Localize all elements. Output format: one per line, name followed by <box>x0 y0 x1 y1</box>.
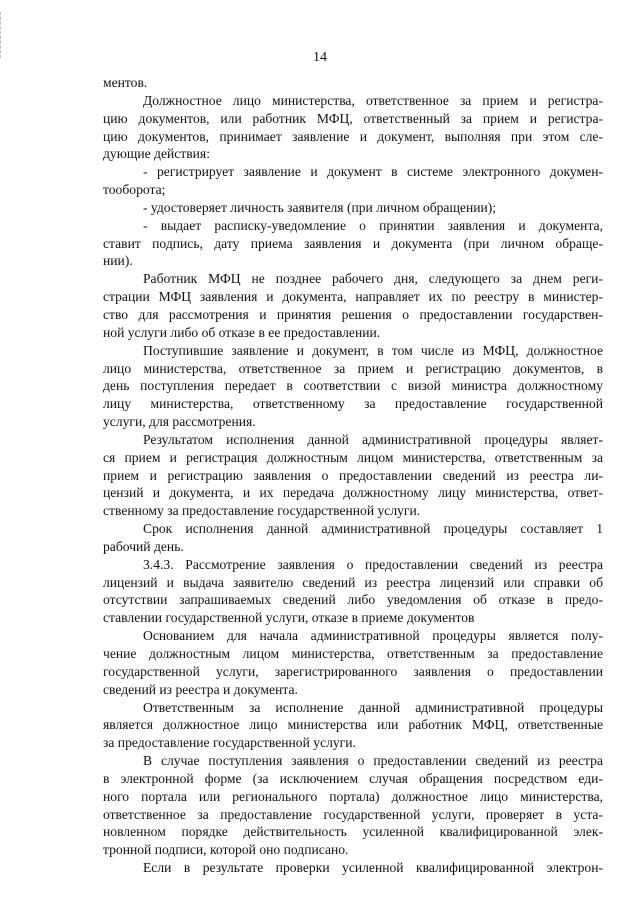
text-line: В случае поступления заявления о предоставлении сведений из реестра <box>143 753 603 769</box>
text-line: ментов. <box>103 75 148 90</box>
text-line: нии). <box>103 253 133 269</box>
text-line: ответственное за предоставление государственной услуги, проверяет в уста- <box>103 806 603 822</box>
text-line: за предоставление государственной услуги. <box>103 735 356 751</box>
text-line: лицу министерства, ответственному за предоставление государственной <box>103 396 603 412</box>
text-line: сведений из реестра и документа. <box>103 681 298 697</box>
text-line: день поступления передает в соответствии с визой министра должностному <box>103 378 603 394</box>
text-line: цию документов, принимает заявление и документ, выполняя при этом сле- <box>103 128 603 144</box>
text-line: 3.4.3. Рассмотрение заявления о предоставлении сведений из реестра <box>143 556 603 572</box>
text-line: лицо министерства, ответственное за прием и регистрацию документов, в <box>103 360 603 376</box>
text-line: тооборота; <box>103 182 166 198</box>
text-line: Срок исполнения данной административной процедуры составляет 1 <box>143 521 603 537</box>
text-line: государственной услуги, зарегистрированного заявления о предоставлении <box>103 663 603 679</box>
text-line: в электронной форме (за исключением случая обращения посредством еди- <box>103 770 603 786</box>
text-line: ставлении государственной услуги, отказе в приеме документов <box>103 610 475 626</box>
text-line: прием и регистрацию заявления о предоставлении сведений из реестра ли- <box>103 467 603 483</box>
text-line: Должностное лицо министерства, ответственное за прием и регистра- <box>143 92 603 108</box>
text-line: Если в результате проверки усиленной квалифицированной электрон- <box>143 860 603 876</box>
text-line: Основанием для начала административной процедуры является полу- <box>143 628 603 644</box>
text-line: является должностное лицо министерства или работник МФЦ, ответственные <box>103 717 603 733</box>
text-line: - удостоверяет личность заявителя (при личном обращении); <box>143 199 497 215</box>
text-line: Результатом исполнения данной административной процедуры являет- <box>143 431 603 447</box>
text-line: Ответственным за исполнение данной административной процедуры <box>143 699 603 715</box>
page-number: 14 <box>313 50 327 65</box>
text-line: лицензий и выдача заявителю сведений из реестра лицензий или справки об <box>103 574 603 590</box>
text-line: Работник МФЦ не позднее рабочего дня, следующего за днем реги- <box>143 271 603 287</box>
text-line: - выдает расписку-уведомление о принятии заявления и документа, <box>143 217 603 233</box>
text-line: цензий и документа, и их передача должностному лицу министерства, ответ- <box>103 485 603 501</box>
text-line: ставит подпись, дату приема заявления и документа (при личном обраще- <box>103 235 603 251</box>
text-line: ственному за предоставление государственной услуги. <box>103 503 421 519</box>
text-line: цию документов, или работник МФЦ, ответственный за прием и регистра- <box>103 110 603 126</box>
body-text <box>103 74 603 877</box>
text-line: услуги, для рассмотрения. <box>103 414 256 430</box>
text-line: Поступившие заявление и документ, в том числе из МФЦ, должностное <box>143 342 603 358</box>
text-line: новленном порядке действительность усиленной квалифицированной элек- <box>103 824 603 840</box>
text-line: ного портала или регионального портала) должностное лицо министерства, <box>103 788 603 804</box>
text-line: ся прием и регистрация должностным лицом министерства, ответственным за <box>103 449 603 465</box>
text-line: ство для рассмотрения и принятия решения о предоставлении государствен- <box>103 306 603 322</box>
text-line: отсутствии запрашиваемых сведений либо уведомления об отказе в предо- <box>103 592 603 608</box>
text-line: - регистрирует заявление и документ в системе электронного докумен- <box>143 164 603 180</box>
text-line: дующие действия: <box>103 146 210 162</box>
text-line: рабочий день. <box>103 538 184 554</box>
text-line: чение должностным лицом министерства, ответственным за предоставление <box>103 646 603 661</box>
text-line: ной услуги либо об отказе в ее предоставлении. <box>103 324 381 340</box>
text-line: страции МФЦ заявления и документа, направляет их по реестру в министер- <box>103 289 603 305</box>
text-line: тронной подписи, которой оно подписано. <box>103 842 349 858</box>
